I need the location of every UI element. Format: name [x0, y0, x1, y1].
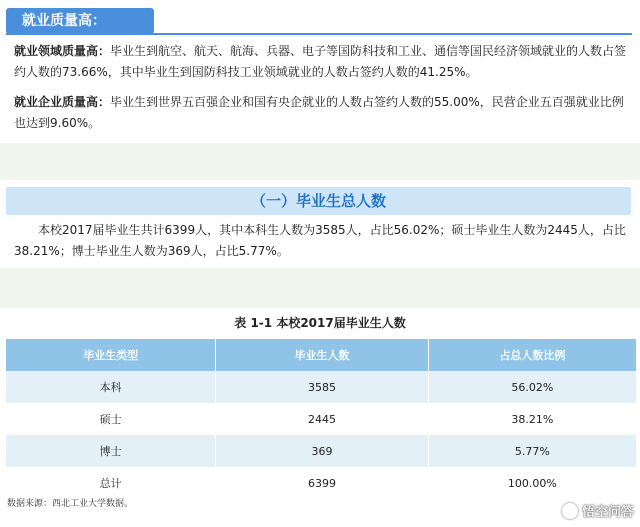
paragraph-label: 就业企业质量高： — [14, 95, 111, 109]
watermark-text: 悟空问答 — [581, 505, 634, 520]
column-header-type: 毕业生类型 — [6, 339, 216, 371]
table-cell: 3585 — [216, 371, 428, 403]
table-cell: 硕士 — [6, 403, 216, 435]
table-row — [6, 371, 636, 403]
paragraph-label: 就业领域质量高： — [14, 44, 111, 58]
graduate-total-paragraph: 本校2017届毕业生共计6399人，其中本科生人数为3585人，占比56.02%；硕士毕业生人数为2445人，占比38.21%；博士毕业生人数为369人，占比5.77%。 — [14, 223, 626, 258]
table-cell: 博士 — [6, 435, 216, 467]
employer-quality-paragraph — [14, 92, 634, 134]
table-cell: 56.02% — [511, 380, 554, 394]
table-cell: 2445 — [216, 403, 428, 435]
table-cell: 本科 — [6, 371, 216, 403]
data-source-note: 数据来源：西北工业大学数据。 — [7, 499, 134, 509]
table-cell: 6399 — [216, 467, 428, 499]
watermark — [562, 501, 634, 520]
graduate-table — [6, 339, 636, 499]
section-title: （一）毕业生总人数 — [6, 187, 631, 215]
employment-field-paragraph — [14, 41, 634, 83]
employment-quality-section — [0, 0, 640, 143]
table-caption: 表 1-1 本校2017届毕业生人数 — [234, 316, 406, 330]
column-header-count: 毕业生人数 — [216, 339, 428, 371]
table-cell: 100.00% — [507, 476, 557, 490]
table-row — [6, 403, 636, 435]
heading-underline — [6, 33, 632, 35]
table-row — [6, 467, 636, 499]
table-cell: 369 — [216, 435, 428, 467]
table-cell: 5.77% — [514, 444, 550, 458]
table-row — [6, 435, 636, 467]
section-heading: 就业质量高： — [6, 8, 154, 34]
graduate-table-section — [0, 308, 640, 527]
wukong-logo-icon — [562, 503, 578, 519]
table-cell: 38.21% — [511, 412, 554, 426]
graduate-total-section — [0, 180, 640, 268]
table-cell: 总计 — [6, 467, 216, 499]
paragraph-text: 毕业生到世界五百强企业和国有央企就业的人数占签约人数的55.00%，民营企业五百强就业比例也达到9.60%。 — [14, 95, 624, 130]
table-header-row — [6, 339, 636, 371]
paragraph-text: 毕业生到航空、航天、航海、兵器、电子等国防科技和工业、通信等国民经济领域就业的人数占签约人数的73.66%，其中毕业生到国防科技工业领域就业的人数占签约人数的41.25%。 — [14, 44, 627, 79]
column-header-ratio: 占总人数比例 — [499, 349, 566, 362]
